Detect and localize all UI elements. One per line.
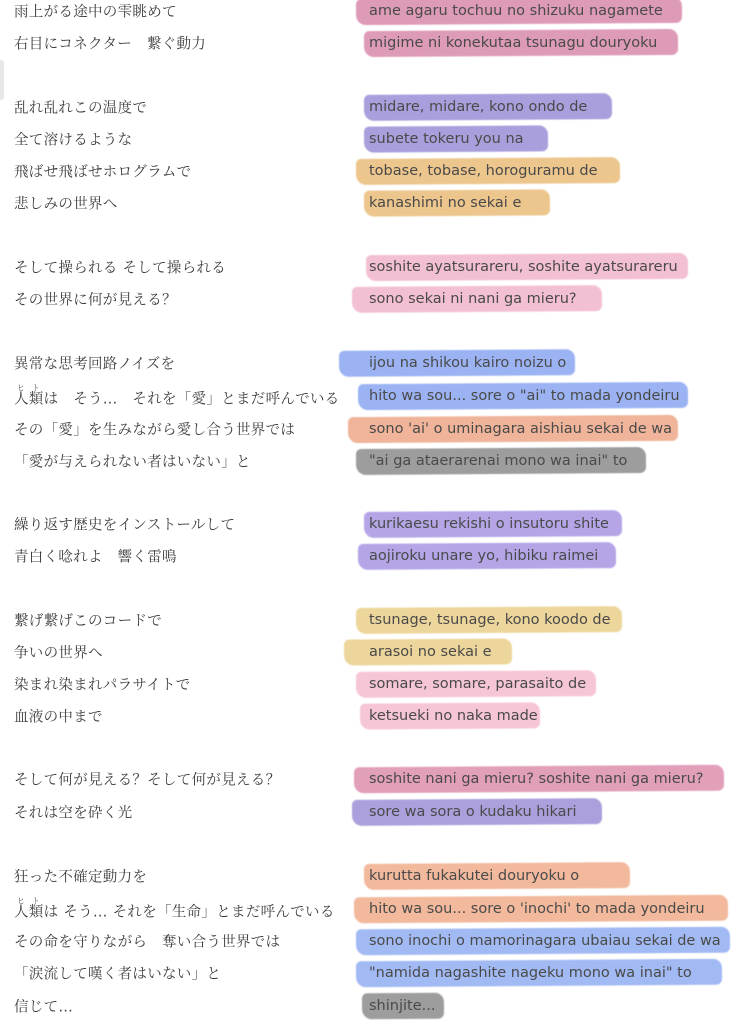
scroll-edge-tab[interactable] [0,60,4,100]
lyric-line [0,861,755,891]
romaji-lyric: sono 'ai' o uminagara aishiau sekai de wa [369,421,673,437]
romaji-lyric: migime ni konekutaa tsunagu douryoku [369,35,658,51]
romaji-lyric: sono inochi o mamorinagara ubaiau sekai de wa [369,933,721,949]
lyric-line [0,156,755,186]
romaji-lyric: ketsueki no naka made [369,708,538,724]
japanese-lyric: 争いの世界へ [14,645,103,662]
romaji-lyric: hito wa sou... sore o 'inochi' to mada yondeiru [369,901,705,917]
romaji-lyric: kurutta fukakutei douryoku o [369,868,580,884]
lyric-line [0,92,755,122]
japanese-lyric: 悲しみの世界へ [14,196,118,213]
japanese-lyric: 右目にコネクター 繋ぐ動力 [14,36,207,53]
romaji-lyric: sore wa sora o kudaku hikari [369,804,577,820]
lyric-line [0,605,755,635]
japanese-lyric: 全て溶けるような [14,132,133,149]
japanese-lyric: 「涙流して嘆く者はいない」と [14,966,222,983]
furigana-reading: ヒト [14,896,44,906]
lyric-line [0,541,755,571]
romaji-lyric: hito wa sou... sore o "ai" to mada yondeiru [369,388,680,404]
romaji-lyric: subete tokeru you na [369,131,524,147]
romaji-lyric: aojiroku unare yo, hibiku raimei [369,548,599,564]
romaji-lyric: soshite ayatsurareru, soshite ayatsurareru [369,259,678,275]
romaji-lyric: somare, somare, parasaito de [369,676,587,692]
japanese-lyric: 飛ばせ飛ばせホログラムで [14,164,192,181]
japanese-lyric: 信じて… [14,999,74,1016]
lyric-line [0,926,755,956]
lyric-line [0,284,755,314]
furigana-ruby: 人類ヒト [14,896,44,921]
furigana-reading: ヒト [14,383,44,393]
japanese-lyric: 異常な思考回路ノイズを [14,356,176,373]
japanese-lyric: その世界に何が見える？ [14,292,177,309]
japanese-lyric: 青白く唸れよ 響く雷鳴 [14,549,177,566]
romaji-lyric: tobase, tobase, horoguramu de [369,163,598,179]
japanese-lyric: そして操られる そして操られる [14,260,227,277]
lyric-line [0,28,755,58]
japanese-lyric: 狂った不確定動力を [14,869,148,886]
romaji-lyric: sono sekai ni nani ga mieru? [369,291,577,307]
lyric-line [0,446,755,476]
romaji-lyric: "namida nagashite nageku mono wa inai" to [369,965,692,981]
lyric-line [0,991,755,1021]
lyric-line [0,764,755,794]
lyric-line [0,0,755,26]
japanese-lyric: 乱れ乱れこの温度で [14,100,148,117]
japanese-lyric: 人類ヒトは そう… それを「生命」とまだ呼んでいる [14,896,335,921]
lyric-line [0,348,755,378]
lyric-line [0,381,755,411]
romaji-lyric: kanashimi no sekai e [369,195,522,211]
japanese-lyric: その「愛」を生みながら愛し合う世界では [14,422,296,439]
romaji-lyric: arasoi no sekai e [369,644,492,660]
japanese-lyric: 繋げ繋げこのコードで [14,613,162,630]
lyric-line [0,252,755,282]
romaji-lyric: shinjite... [369,998,436,1014]
romaji-lyric: ijou na shikou kairo noizu o [369,355,567,371]
romaji-lyric: ame agaru tochuu no shizuku nagamete [369,3,663,19]
lyric-line [0,797,755,827]
lyric-line [0,188,755,218]
romaji-lyric: midare, midare, kono ondo de [369,99,588,115]
lyric-line [0,509,755,539]
japanese-lyric: 染まれ染まれパラサイトで [14,677,191,694]
romaji-lyric: tsunage, tsunage, kono koodo de [369,612,611,628]
japanese-lyric: 「愛が与えられない者はいない」と [14,454,251,471]
lyric-line [0,894,755,924]
lyric-line [0,124,755,154]
lyric-line [0,958,755,988]
japanese-lyric: 人類ヒトは そう… それを「愛」とまだ呼んでいる [14,383,340,408]
lyric-line [0,637,755,667]
japanese-lyric: その命を守りながら 奪い合う世界では [14,934,281,951]
japanese-lyric: 血液の中まで [14,709,103,726]
japanese-lyric: 繰り返す歴史をインストールして [14,517,236,534]
romaji-lyric: kurikaesu rekishi o insutoru shite [369,516,609,532]
lyric-line [0,701,755,731]
japanese-lyric: それは空を砕く光 [14,805,133,822]
lyric-line [0,669,755,699]
romaji-lyric: soshite nani ga mieru? soshite nani ga mieru? [369,771,704,787]
japanese-lyric: 雨上がる途中の雫眺めて [14,4,177,21]
lyric-line [0,414,755,444]
japanese-lyric: そして何が見える？そして何が見える？ [14,772,281,789]
romaji-lyric: "ai ga ataerarenai mono wa inai" to [369,453,628,469]
furigana-ruby: 人類ヒト [14,383,44,408]
